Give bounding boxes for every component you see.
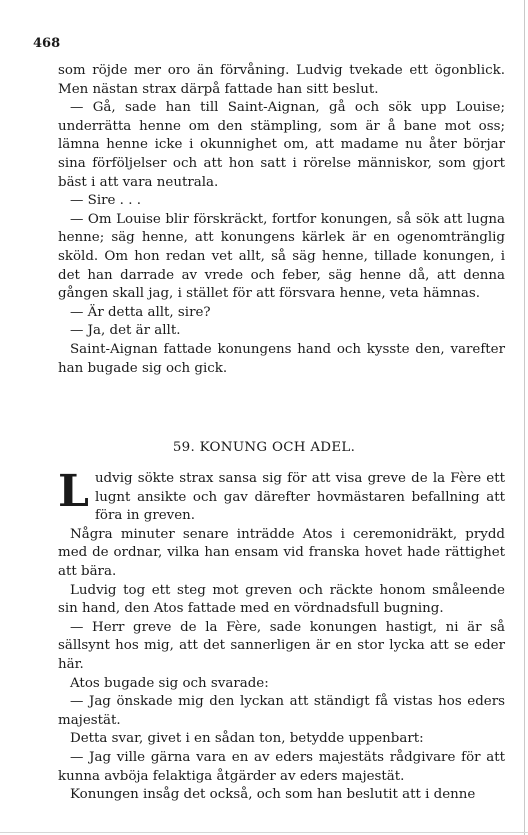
paragraph: Några minuter senare inträdde Atos i ceremonidräkt, prydd med de ordnar, vilka han ensam vid franska hovet hade rättighet att bära. [58,526,505,579]
paragraph: Detta svar, givet i en sådan ton, betydde uppenbart: [70,731,424,747]
paragraph: Saint-Aignan fattade konungens hand och kysste den, varefter han bugade sig och gick. [58,341,505,376]
body-text-top [58,62,505,378]
paragraph: — Herr greve de la Fère, sade konungen hastigt, ni är så sällsynt hos mig, att det sannerligen är en stor lycka att se eder här. [58,619,505,672]
page-number: 468 [33,36,61,51]
paragraph: som röjde mer oro än förvåning. Ludvig tvekade ett ögonblick. Men nästan strax därpå fattade han sitt beslut. [58,63,505,97]
paragraph: Ludvig tog ett steg mot greven och räckte honom småleende sin hand, den Atos fattade med en vördnadsfull bugning. [58,582,505,617]
paragraph: — Är detta allt, sire? [70,304,211,320]
chapter-opening-paragraph [58,466,505,526]
paragraph: — Jag ville gärna vara en av eders majestäts rådgivare för att kunna avböja felaktiga åtgärder av eders majestät. [58,749,505,784]
paragraph: — Om Louise blir förskräckt, fortfor konungen, så sök att lugna henne; säg henne, att konungens kärlek är en ogenomtränglig sköld. Om hon redan vet allt, så säg henne, tillade konungen, i det han darrade av vrede och feber, säg henne då, att denna gången skall jag, i stället för att försvara henne, veta hämnas. [58,211,505,302]
paragraph: Atos bugade sig och svarade: [70,675,269,691]
body-text-chapter [58,466,505,805]
paragraph: — Jag önskade mig den lyckan att ständigt få vistas hos eders majestät. [58,694,505,728]
paragraph: — Ja, det är allt. [70,323,181,339]
page-edge-bottom [0,832,528,833]
page-edge-right [524,0,525,835]
chapter-heading: 59. KONUNG OCH ADEL. [172,440,356,455]
paragraph: — Gå, sade han till Saint-Aignan, gå och sök upp Louise; underrätta henne om den stämpling, som är å bane mot oss; lämna henne icke i okunnighet om, att madame nu åter börjar sina förföljelser och att hon satt i rörelse människor, som gjort bäst i att vara neutrala. [58,100,505,190]
drop-cap: L [58,466,89,517]
chapter-opening-text: udvig sökte strax sansa sig för att visa greve de la Fère ett lugnt ansikte och gav därefter hovmästaren befallning att föra in greven. [94,471,505,524]
paragraph: Konungen insåg det också, och som han beslutit att i denne [70,787,476,803]
paragraph: — Sire . . . [70,193,141,209]
